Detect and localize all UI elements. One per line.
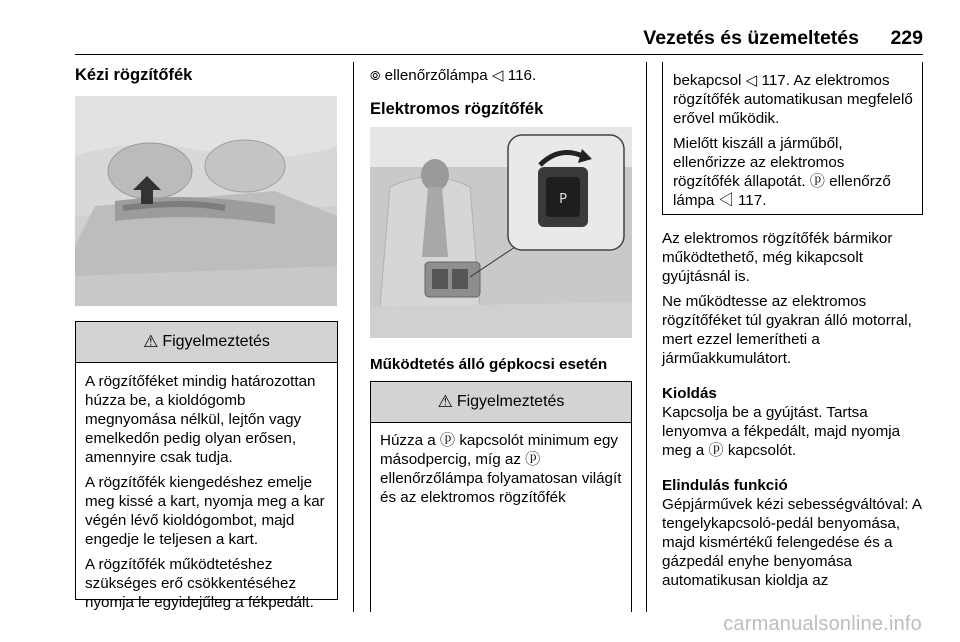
warning-triangle-icon: ⚠ — [437, 392, 453, 411]
lamp-reference-line — [370, 66, 536, 85]
release-text: Kapcsolja be a gyújtást. Tartsa lenyomva a fékpedált, majd nyomja meg a ⓟ kapcsolót. — [662, 404, 901, 459]
warning-body — [76, 363, 337, 612]
handbrake-image — [75, 96, 337, 306]
watermark: carmanualsonline.info — [723, 613, 922, 635]
paragraph: Ne működtesse az elektromos rögzítőféket túl gyakran álló motorral, mert ezzel lemerítheti a járműakkumulátort. — [662, 293, 912, 367]
section-heading-handbrake: Kézi rögzítőfék — [75, 66, 193, 84]
svg-text:P: P — [559, 192, 567, 207]
section-heading-electric-brake: Elektromos rögzítőfék — [370, 100, 544, 118]
subheading-stationary-operation: Működtetés álló gépkocsi esetén — [370, 356, 608, 373]
header-rule — [75, 54, 923, 55]
warning-title: Figyelmeztetés — [162, 333, 270, 350]
col3-paragraphs — [662, 229, 927, 596]
warning-paragraph: bekapcsol ◁ 117. Az elektromos rögzítőfék automatikusan megfelelő erővel működik. — [673, 72, 913, 127]
running-header-title: Vezetés és üzemeltetés — [643, 27, 859, 49]
warning-box-continued — [662, 62, 923, 215]
paragraph: Az elektromos rögzítőfék bármikor működtethető, még kikapcsolt gyújtásnál is. — [662, 230, 893, 285]
column-divider-1 — [353, 62, 354, 612]
subheading-release: Kioldás — [662, 385, 717, 402]
warning-paragraph: A rögzítőfék működtetéshez szükséges erő csökkentéséhez nyomja le egyidejűleg a fékpedált. — [85, 556, 314, 611]
warning-paragraph: Húzza a ⓟ kapcsolót minimum egy másodpercig, míg az ⓟ ellenőrzőlámpa folyamatosan világít és az elektromos rögzítőfék — [380, 432, 622, 506]
column-divider-2 — [646, 62, 647, 612]
warning-triangle-icon: ⚠ — [143, 332, 159, 351]
warning-header — [76, 322, 337, 363]
warning-paragraph: Mielőtt kiszáll a járműből, ellenőrizze az elektromos rögzítőfék állapotát. ⓟ ellenőrző lámpa ◁ 117. — [673, 135, 891, 209]
warning-header — [371, 382, 631, 423]
electric-brake-image — [370, 127, 632, 338]
warning-paragraph: A rögzítőfék kiengedéshez emelje meg kissé a kart, nyomja meg a kar végén lévő kioldógombot, majd engedje le teljesen a kart. — [85, 474, 325, 548]
electric-brake-illustration — [370, 127, 632, 338]
warning-title: Figyelmeztetés — [456, 393, 565, 410]
lamp-reference-text: ellenőrzőlámpa ◁ 116. — [384, 67, 537, 84]
brake-lamp-icon: ⦾ — [370, 68, 381, 83]
drive-away-text: Gépjárművek kézi sebességváltóval: A tengelykapcsoló-pedál benyomása, majd kismértékű felengedése és a gázpedál enyhe benyomása automatikusan kioldja az — [662, 496, 922, 589]
warning-paragraph: A rögzítőféket mindig határozottan húzza be, a kioldógomb megnyomása nélkül, lejtőn vagy emelkedőn pedig olyan erősen, amennyire csak tudja. — [85, 373, 316, 466]
subheading-drive-away: Elindulás funkció — [662, 477, 788, 494]
warning-box-handbrake — [75, 321, 338, 611]
warning-body — [371, 423, 631, 507]
page-number: 229 — [890, 27, 923, 49]
warning-box-electric-brake — [370, 381, 632, 612]
handbrake-illustration — [75, 96, 337, 306]
